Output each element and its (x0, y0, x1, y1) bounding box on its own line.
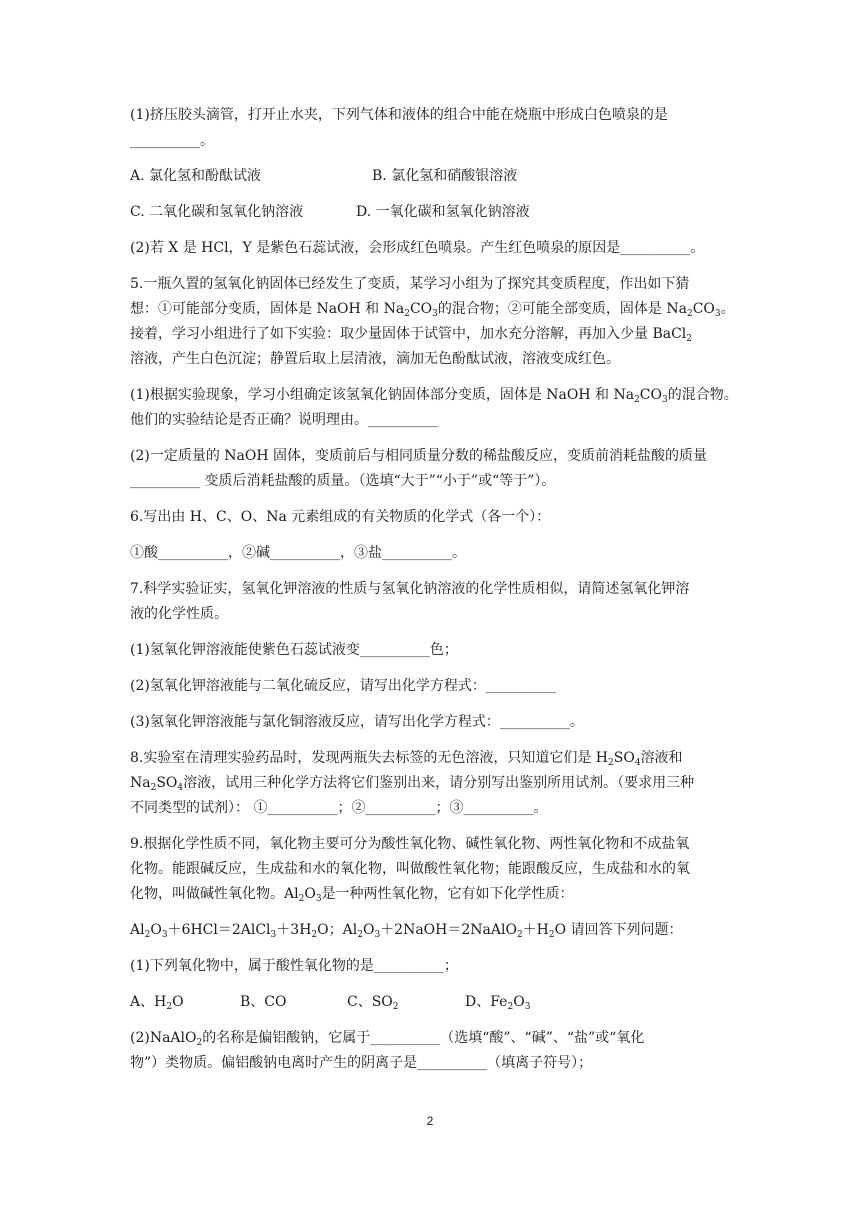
q4-part2: (2)若 X 是 HCl，Y 是紫色石蕊试液，会形成红色喷泉。产生红色喷泉的原因是__________。 (130, 240, 705, 256)
q9-line2: 化物。能跟碱反应，生成盐和水的氧化物，叫做酸性氧化物；能跟酸反应，生成盐和水的氧 (130, 861, 690, 877)
q9-equations: $Al_2O_3+6HCl=2AlCl_3+3H_2O$；$Al_2O_3+2NaOH=2NaAlO_2+H_2O$ 请回答下列问题： (130, 922, 683, 940)
page-number: 2 (426, 1114, 434, 1128)
q8-line2: $Na_2SO_4$溶液，试用三种化学方法将它们鉴别出来，请分别写出鉴别所用试剂。（要求用三种 (130, 775, 695, 793)
q4-option-a: A. 氯化氢和酚酞试液 (130, 168, 262, 184)
q7-part2: (2)氢氧化钾溶液能与二氧化硫反应，请写出化学方程式：__________ (130, 678, 556, 694)
q9-option-b: B、CO (240, 994, 287, 1010)
q9-part1: (1)下列氧化物中，属于酸性氧化物的是__________； (130, 958, 458, 974)
q5-line2: 想：①可能部分变质，固体是 NaOH 和 $Na_2CO_3$的混合物；②可能全部变质，固体是 $Na_2CO_3$。 (130, 301, 735, 319)
q9-line3: 化物，叫做碱性氧化物。$Al_2O_3$是一种两性氧化物，它有如下化学性质： (130, 886, 574, 904)
q4-part1-line1: (1)挤压胶头滴管，打开止水夹，下列气体和液体的组合中能在烧瓶中形成白色喷泉的是 (130, 107, 668, 123)
q5-part1-line2: 他们的实验结论是否正确？说明理由。__________ (130, 412, 438, 428)
q5-line1: 5.一瓶久置的氢氧化钠固体已经发生了变质，某学习小组为了探究其变质程度，作出如下猜 (130, 276, 690, 292)
q9-option-d: D、$Fe_2O_3$ (465, 994, 531, 1012)
q4-option-c: C. 二氧化碳和氢氧化钠溶液 (130, 204, 304, 220)
q5-part1-line1: (1)根据实验现象，学习小组确定该氢氧化钠固体部分变质，固体是 NaOH 和 $Na_2CO_3$的混合物。 (130, 387, 738, 405)
q8-line1: 8.实验室在清理实验药品时，发现两瓶失去标签的无色溶液，只知道它们是 $H_2SO_4$溶液和 (130, 750, 683, 768)
q6-line2: ①酸__________，②碱__________，③盐__________。 (130, 545, 466, 561)
q4-option-d: D. 一氧化碳和氢氧化钠溶液 (356, 204, 530, 220)
q9-part2-line2: 物”）类物质。偏铝酸钠电离时产生的阴离子是__________（填离子符号）； (130, 1055, 593, 1071)
q5-part2-line2: __________ 变质后消耗盐酸的质量。（选填“大于”“小于”或“等于”）。 (130, 473, 556, 489)
q7-part1: (1)氢氧化钾溶液能使紫色石蕊试液变__________色； (130, 642, 458, 658)
q5-line3: 接着，学习小组进行了如下实验：取少量固体于试管中，加水充分溶解，再加入少量 BaCl$_2$ (130, 326, 693, 344)
q9-option-c: C、$SO_2$ (347, 994, 399, 1012)
q4-option-b: B. 氯化氢和硝酸银溶液 (372, 168, 518, 184)
q9-line1: 9.根据化学性质不同，氧化物主要可分为酸性氧化物、碱性氧化物、两性氧化物和不成盐氧 (130, 836, 690, 852)
q9-part2-line1: (2)NaAlO$_2$的名称是偏铝酸钠，它属于__________（选填“酸”、“碱”、“盐”或“氧化 (130, 1030, 645, 1048)
q5-line4: 溶液，产生白色沉淀；静置后取上层清液，滴加无色酚酞试液，溶液变成红色。 (130, 351, 620, 367)
q6-line1: 6.写出由 H、C、O、Na 元素组成的有关物质的化学式（各一个）： (130, 509, 551, 525)
q5-part2-line1: (2)一定质量的 NaOH 固体，变质前后与相同质量分数的稀盐酸反应，变质前消耗盐酸的质量 (130, 448, 708, 464)
q7-part3: (3)氢氧化钾溶液能与氯化铜溶液反应，请写出化学方程式：__________。 (130, 714, 584, 730)
q8-line3: 不同类型的试剂）： ①__________；②__________；③__________。 (130, 800, 548, 816)
q7-line1: 7.科学实验证实，氢氧化钾溶液的性质与氢氧化钠溶液的化学性质相似，请简述氢氧化钾溶 (130, 581, 690, 597)
q9-option-a: A、$H_2O$ (130, 994, 184, 1012)
q7-line2: 液的化学性质。 (130, 606, 228, 622)
q4-part1-line2: __________。 (130, 133, 214, 149)
